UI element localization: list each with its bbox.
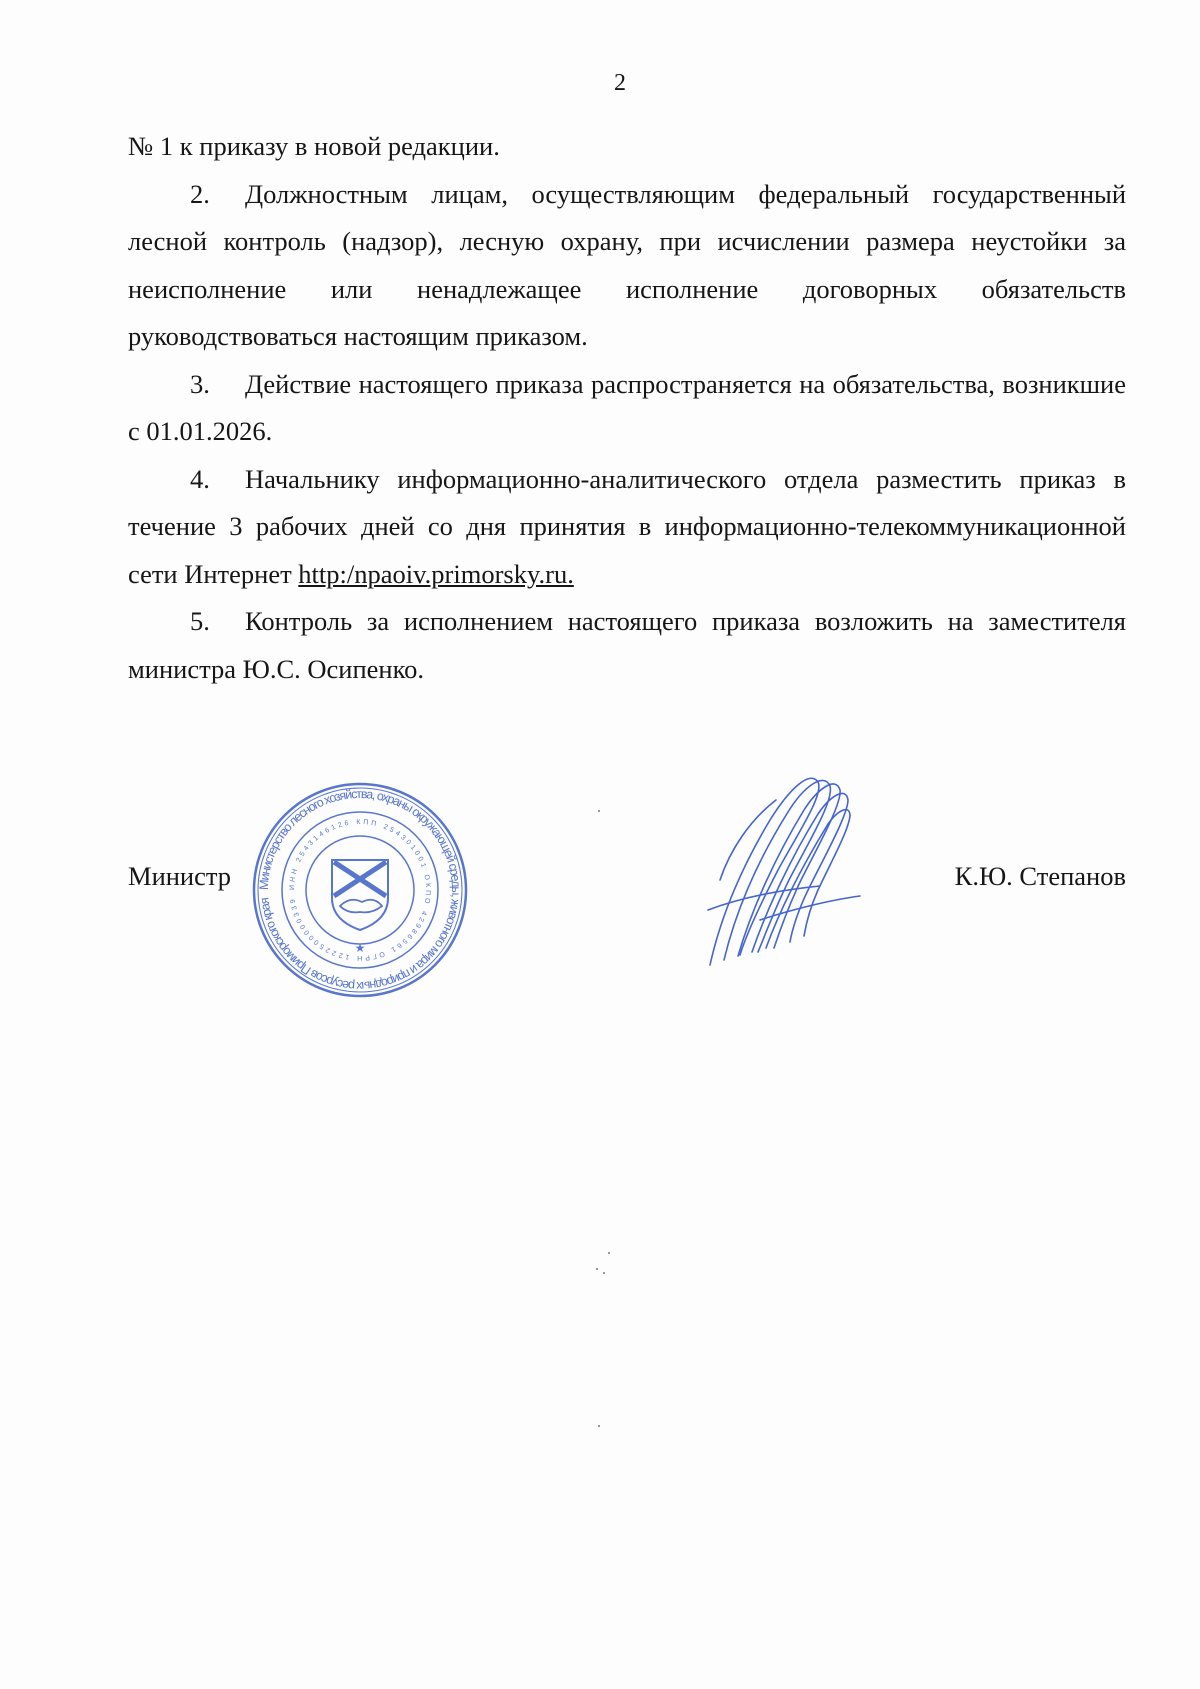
paragraph-item-3 bbox=[128, 361, 1126, 456]
coat-of-arms-icon bbox=[332, 860, 388, 930]
star-icon: ★ bbox=[354, 941, 366, 955]
stamp-inner-text: ИНН 2543146126 КПП 254301001 ОКПО 42986561 ОГРН 1222500000339 bbox=[288, 818, 432, 962]
item-number: 4. bbox=[190, 463, 210, 494]
handwritten-signature bbox=[700, 760, 880, 980]
item-text: Должностным лицам, осуществляющим федеральный государственный лесной контроль (надзор), лесную охрану, при исчислении размера неустойки за неисполнение или ненадлежащее исполнение договорных обязательств руководствоваться настоящим приказом. bbox=[128, 178, 1126, 351]
scan-speck bbox=[598, 810, 600, 812]
document-body bbox=[128, 123, 1126, 693]
item-number: 2. bbox=[190, 178, 210, 209]
scan-speck bbox=[598, 1425, 600, 1427]
item-number: 5. bbox=[190, 606, 210, 636]
item-text: Начальнику информационно-аналитического отдела разместить приказ в течение 3 рабочих дней со дня принятия в информационно-телекоммуникационной сети Интернет bbox=[128, 463, 1126, 589]
official-stamp bbox=[250, 780, 470, 1000]
stamp-outer-text: Министерство лесного хозяйства, охраны окружающей среды, животного мира и природных ресурсов Приморского края bbox=[256, 786, 464, 994]
scan-speck bbox=[608, 1252, 610, 1254]
scan-speck bbox=[603, 1272, 605, 1274]
scan-speck bbox=[596, 1268, 598, 1270]
paragraph-item-4 bbox=[128, 456, 1126, 599]
website-link[interactable]: http:/npaoiv.primorsky.ru. bbox=[298, 558, 574, 589]
item-number: 3. bbox=[190, 368, 210, 399]
signer-title: Министр bbox=[128, 861, 232, 891]
paragraph-item-2 bbox=[128, 171, 1126, 361]
item-text: Контроль за исполнением настоящего приказа возложить на заместителя министра Ю.С. Осипенко. bbox=[128, 606, 1126, 684]
paragraph-intro: № 1 к приказу в новой редакции. bbox=[128, 131, 500, 161]
item-text: Действие настоящего приказа распространяется на обязательства, возникшие с 01.01.2026. bbox=[128, 368, 1126, 446]
page-number: 2 bbox=[614, 70, 626, 96]
signer-name: К.Ю. Степанов bbox=[954, 861, 1126, 891]
paragraph-item-5 bbox=[128, 598, 1126, 693]
